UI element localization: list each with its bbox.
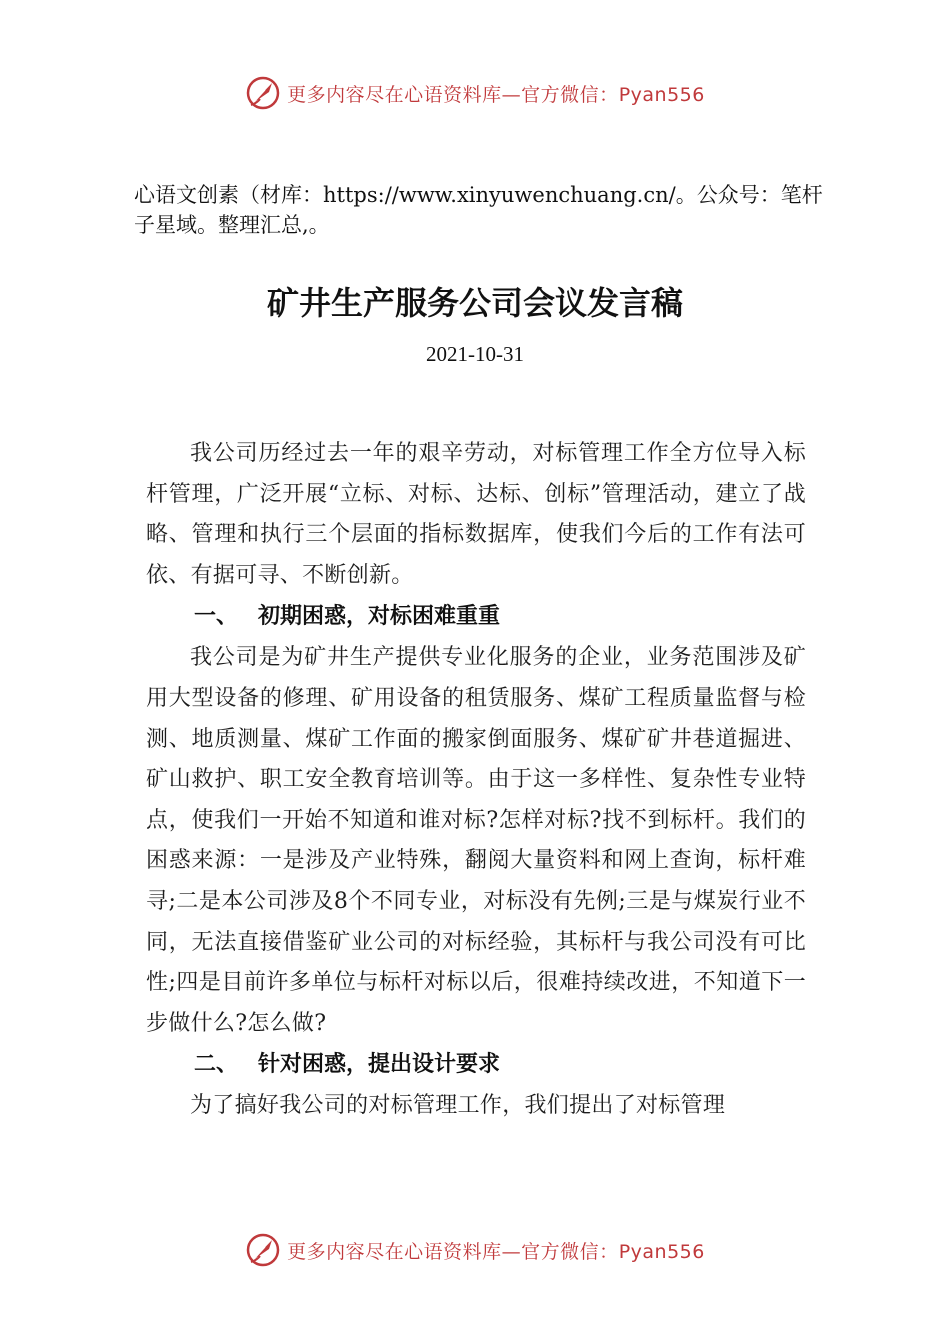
banner-site-text: 更多内容尽在心语资料库— <box>287 1240 522 1263</box>
banner-site-text: 更多内容尽在心语资料库— <box>287 83 522 106</box>
header-banner <box>0 71 950 115</box>
section-heading-2 <box>146 1044 806 1086</box>
section-heading-1 <box>146 596 806 638</box>
banner-wechat-id[interactable]: Pyan556 <box>618 83 705 106</box>
heading-number: 一、 <box>194 604 239 630</box>
banner-text <box>287 1237 705 1264</box>
paragraph-section-2: 为了搞好我公司的对标管理工作，我们提出了对标管理 <box>190 1093 726 1119</box>
document-title: 矿井生产服务公司会议发言稿 <box>266 284 683 322</box>
heading-text: 初期困惑，对标困难重重 <box>258 604 501 630</box>
paragraph-intro: 我公司历经过去一年的艰辛劳动，对标管理工作全方位导入标杆管理，广泛开展“立标、对标、达标、创标”管理活动，建立了战略、管理和执行三个层面的指标数据库，使我们今后的工作有法可依、有据可寻、不断创新。 <box>146 441 806 588</box>
banner-wechat-label: 官方微信： <box>521 1240 619 1263</box>
quill-circle-logo-icon <box>245 75 281 111</box>
document-date: 2021-10-31 <box>426 342 524 366</box>
banner-text <box>287 80 705 107</box>
banner-wechat-id[interactable]: Pyan556 <box>618 1240 705 1263</box>
banner-wechat-label: 官方微信： <box>521 83 619 106</box>
paragraph-section-1: 我公司是为矿井生产提供专业化服务的企业，业务范围涉及矿用大型设备的修理、矿用设备的租赁服务、煤矿工程质量监督与检测、地质测量、煤矿工作面的搬家倒面服务、煤矿矿井巷道掘进、矿山救护、职工安全教育培训等。由于这一多样性、复杂性专业特点，使我们一开始不知道和谁对标?怎样对标?找不到标杆。我们的困惑来源：一是涉及产业特殊，翻阅大量资料和网上查询，标杆难寻;二是本公司涉及8个不同专业，对标没有先例;三是与煤炭行业不同，无法直接借鉴矿业公司的对标经验，其标杆与我公司没有可比性;四是目前许多单位与标杆对标以后，很难持续改进，不知道下一步做什么?怎么做? <box>146 645 806 1036</box>
heading-text: 针对困惑，提出设计要求 <box>258 1052 501 1078</box>
source-line: 心语文创素（材库：https://www.xinyuwenchuang.cn/。公众号：笔杆子星域。整理汇总,。 <box>134 183 823 237</box>
quill-circle-logo-icon <box>245 1232 281 1268</box>
heading-number: 二、 <box>194 1052 239 1078</box>
document-body <box>146 434 806 1127</box>
footer-banner <box>0 1228 950 1272</box>
